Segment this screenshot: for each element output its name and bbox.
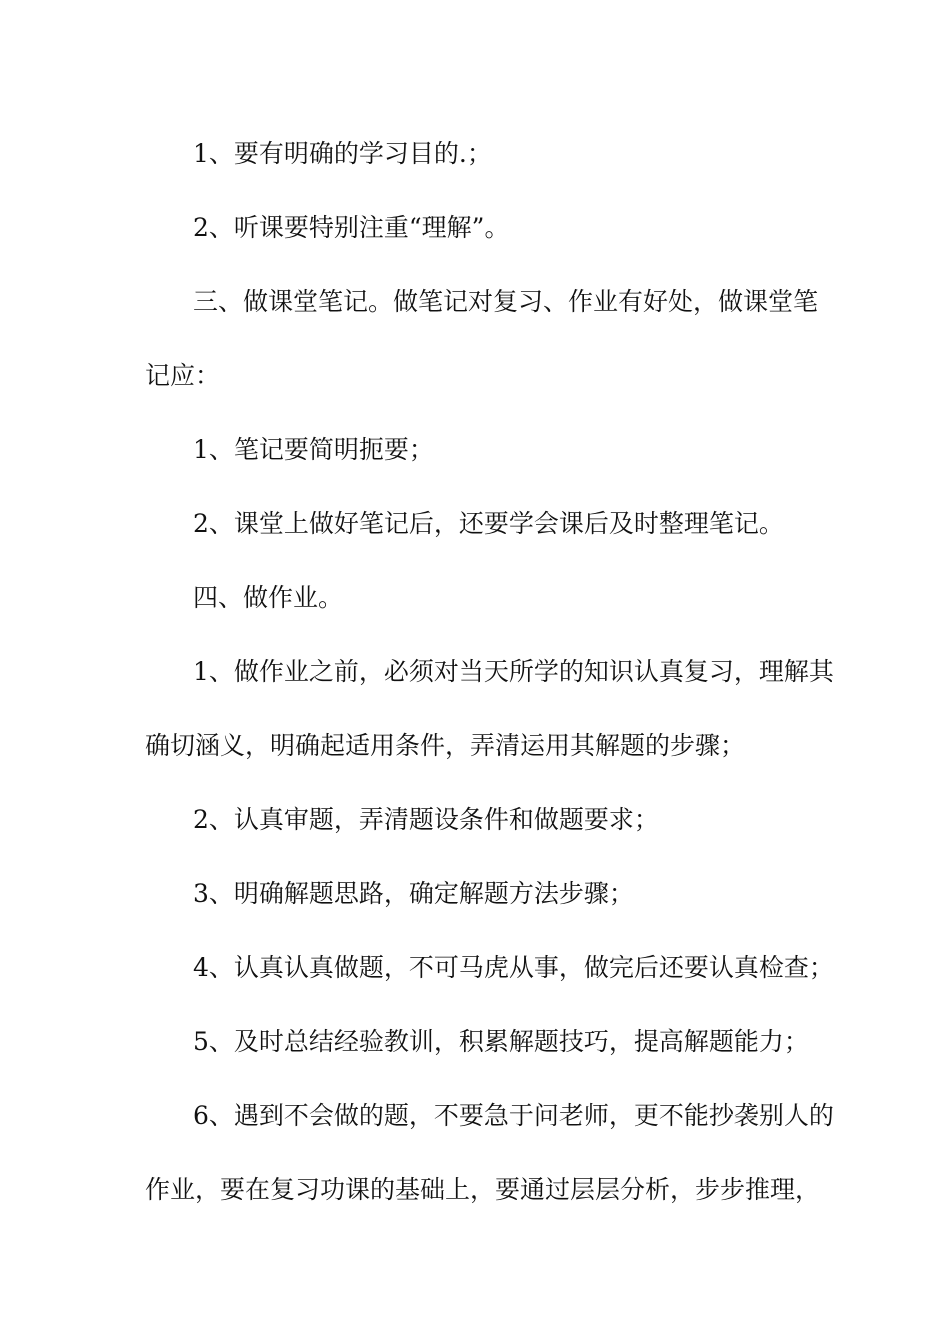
text-line-1: 1、要有明确的学习目的.； — [193, 139, 492, 168]
text-line-7: 四、做作业。 — [193, 583, 344, 612]
text-line-9: 确切涵义，明确起适用条件，弄清运用其解题的步骤； — [145, 731, 746, 760]
text-line-6: 2、课堂上做好笔记后，还要学会课后及时整理笔记。 — [193, 509, 784, 538]
text-line-11: 3、明确解题思路，确定解题方法步骤； — [193, 879, 634, 908]
text-line-8: 1、做作业之前，必须对当天所学的知识认真复习，理解其 — [193, 657, 834, 686]
text-line-14: 6、遇到不会做的题，不要急于问老师，更不能抄袭别人的 — [193, 1101, 834, 1130]
text-line-5: 1、笔记要简明扼要； — [193, 435, 434, 464]
text-line-3: 三、做课堂笔记。做笔记对复习、作业有好处，做课堂笔 — [193, 287, 819, 316]
text-line-15: 作业，要在复习功课的基础上，要通过层层分析，步步推理， — [145, 1175, 821, 1204]
text-line-4: 记应： — [145, 361, 221, 390]
text-line-13: 5、及时总结经验教训，积累解题技巧，提高解题能力； — [193, 1027, 809, 1056]
text-line-10: 2、认真审题，弄清题设条件和做题要求； — [193, 805, 659, 834]
text-line-2: 2、听课要特别注重“理解”。 — [193, 213, 510, 242]
text-line-12: 4、认真认真做题，不可马虎从事，做完后还要认真检查； — [193, 953, 834, 982]
document-body — [145, 132, 834, 1242]
